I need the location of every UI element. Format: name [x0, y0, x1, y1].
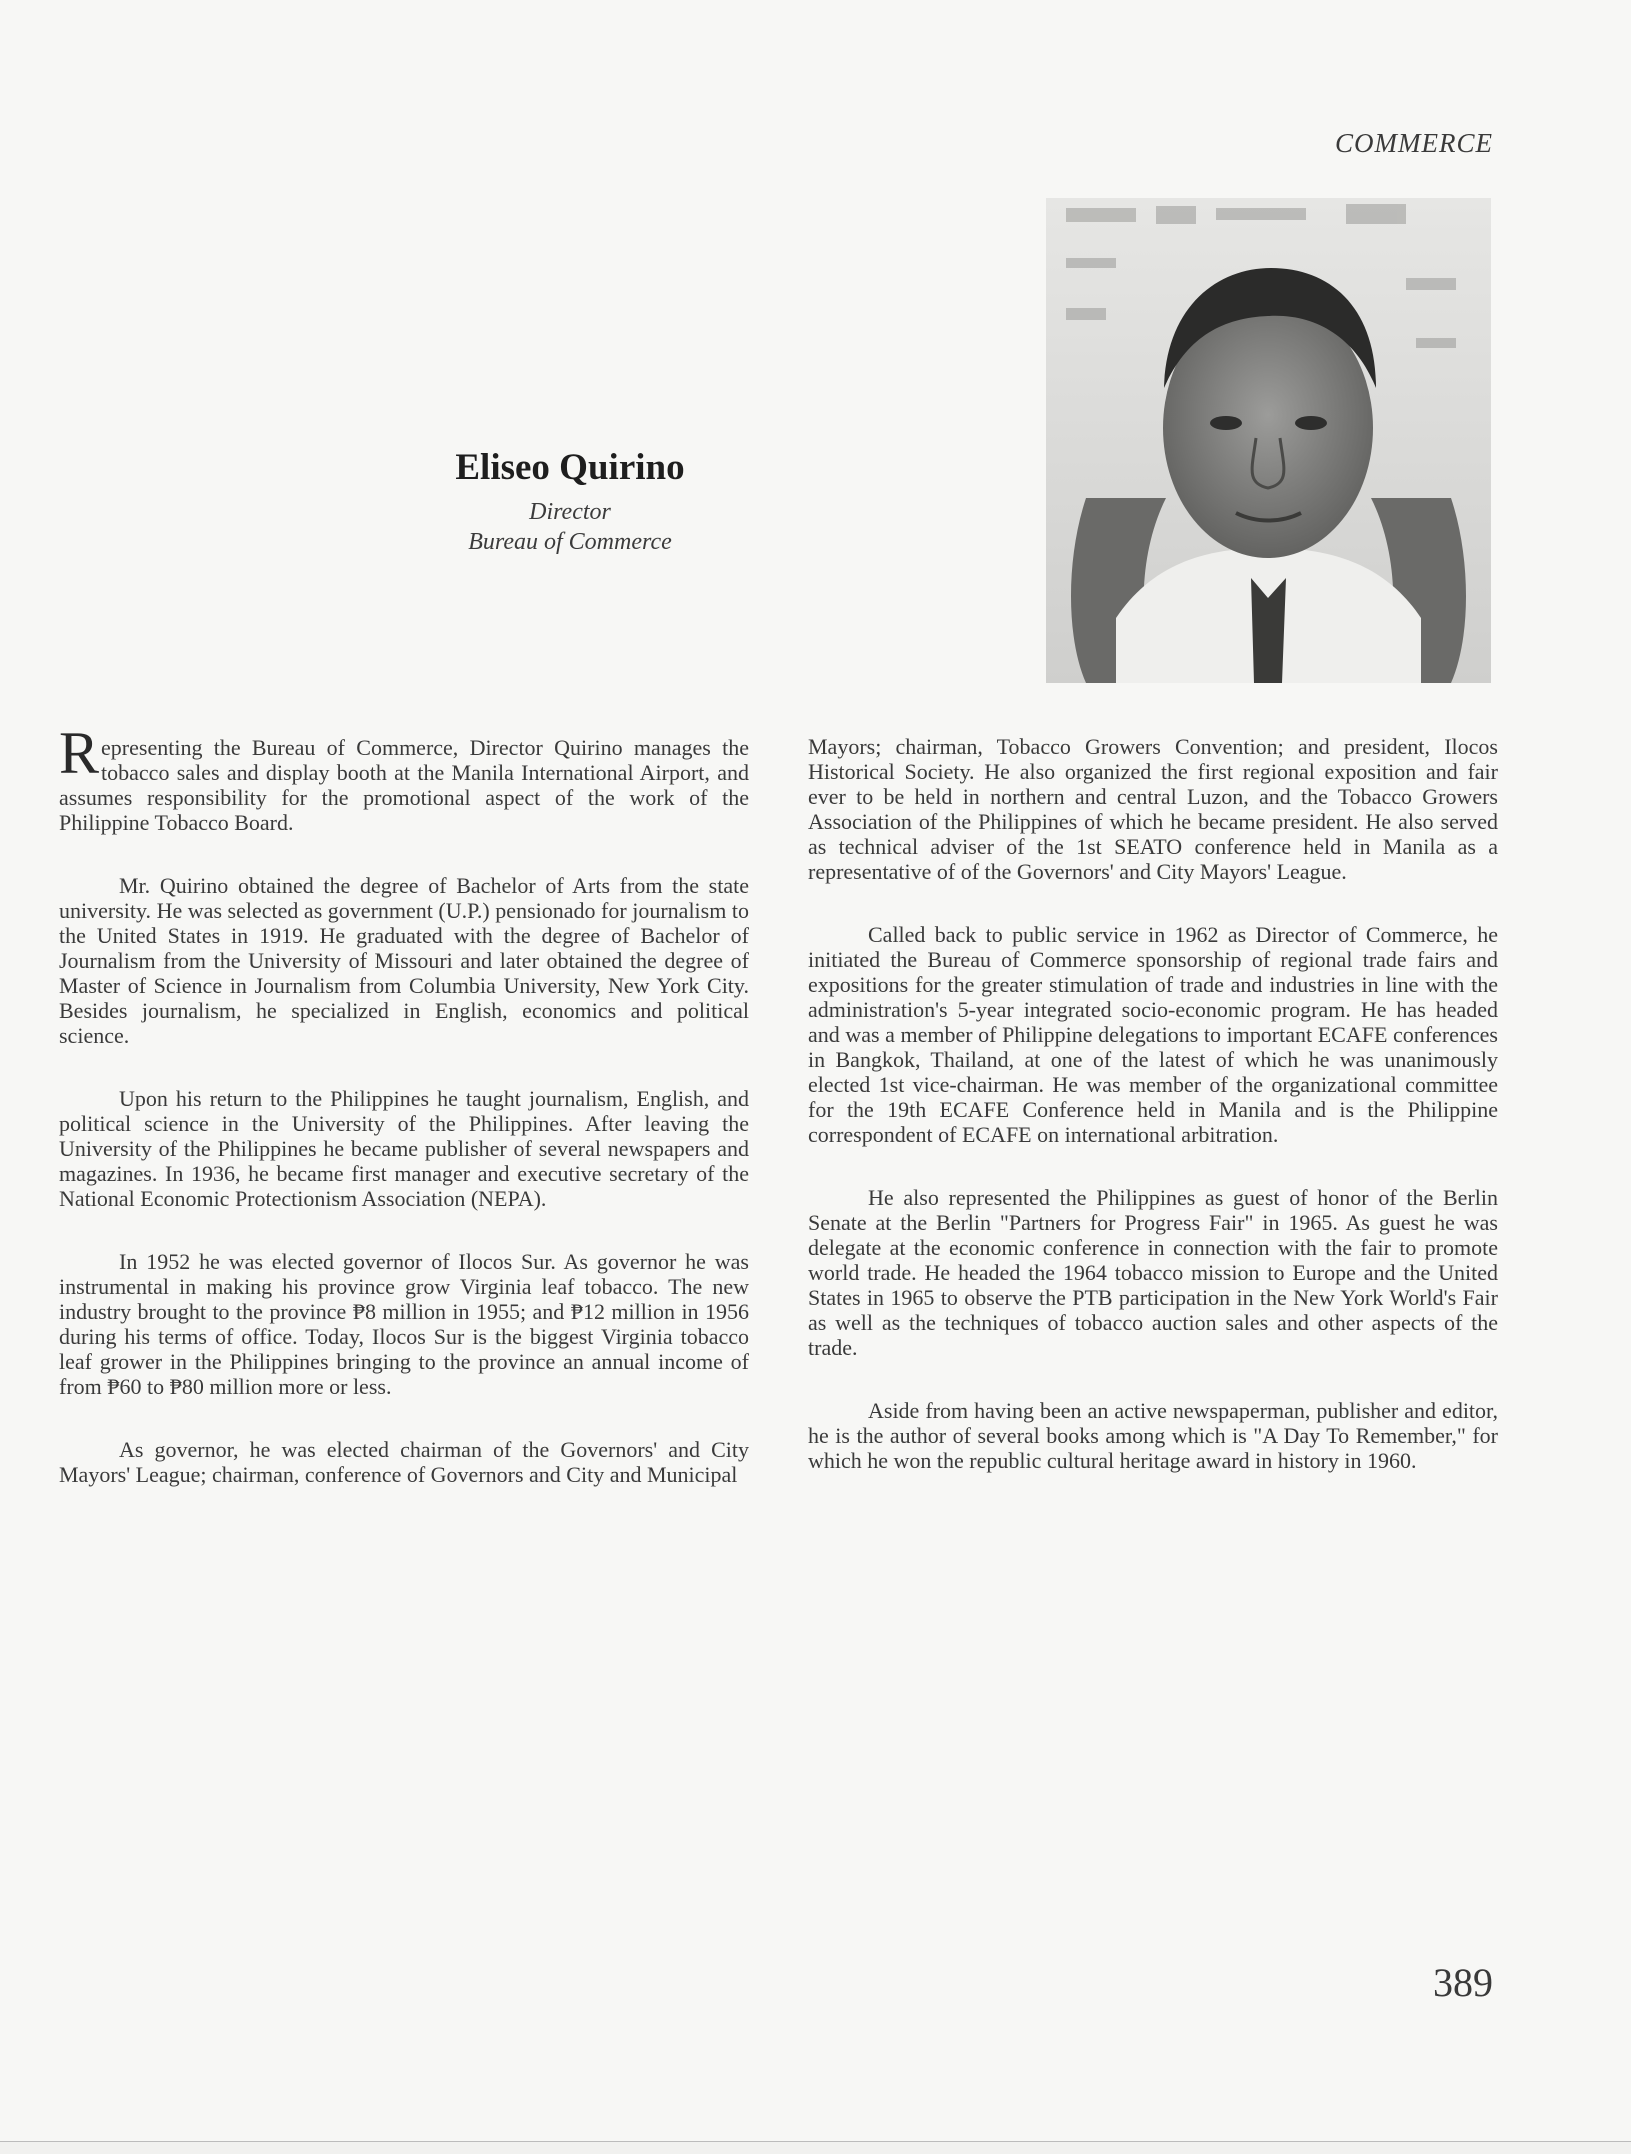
article-paragraph: He also represented the Philippines as guest of honor of the Berlin Senate at the Berlin "Partners for Progress Fair" in 1965. As guest he was delegate at the economic conference in connection with the fair to promote world trade. He headed the 1964 tobacco mission to Europe and the United States in 1965 to observe the PTB participation in the New York World's Fair as well as the techniques of tobacco auction sales and other aspects of the trade. — [808, 1185, 1498, 1360]
drop-cap: R — [59, 720, 100, 786]
article-paragraph: Upon his return to the Philippines he taught journalism, English, and political science in the University of the Philippines. After leaving the University of the Philippines he became publisher of several newspapers and magazines. In 1936, he became first manager and executive secretary of the National Economic Protectionism Association (NEPA). — [59, 1086, 749, 1211]
profile-heading — [370, 446, 770, 557]
person-organization: Bureau of Commerce — [468, 529, 672, 555]
article-paragraph: As governor, he was elected chairman of the Governors' and City Mayors' League; chairman, conference of Governors and City and Municipal — [59, 1437, 749, 1487]
portrait-photo — [1046, 198, 1491, 683]
article-paragraph: Mr. Quirino obtained the degree of Bachelor of Arts from the state university. He was selected as government (U.P.) pensionado for journalism to the United States in 1919. He graduated with the degree of Bachelor of Journalism from the University of Missouri and later obtained the degree of Master of Science in Journalism from Columbia University, New York City. Besides journalism, he specialized in English, economics and political science. — [59, 873, 749, 1048]
person-role: Director — [529, 499, 611, 525]
article-paragraph: Called back to public service in 1962 as Director of Commerce, he initiated the Bureau of Commerce sponsorship of regional trade fairs and expositions for the greater stimulation of trade and industries in line with the administration's 5-year integrated socio-economic program. He has headed and was a member of Philippine delegations to important ECAFE conferences in Bangkok, Thailand, at one of the latest of which he was unanimously elected 1st vice-chairman. He was member of the organizational committee for the 19th ECAFE Conference held in Manila and is the Philippine correspondent of ECAFE on international arbitration. — [808, 922, 1498, 1147]
scan-footer-strip — [0, 2141, 1631, 2154]
article-paragraph: Representing the Bureau of Commerce, Director Quirino manages the tobacco sales and display booth at the Manila International Airport, and assumes responsibility for the promotional aspect of the work of the Philippine Tobacco Board. — [59, 720, 749, 835]
article-column-right — [808, 734, 1498, 1511]
section-label: COMMERCE — [1335, 128, 1493, 158]
article-paragraph: Mayors; chairman, Tobacco Growers Convention; and president, Ilocos Historical Society. He also organized the first regional exposition and fair ever to be held in northern and central Luzon, and the Tobacco Growers Association of the Philippines of which he became president. He also served as technical adviser of the 1st SEATO conference held in Manila as a representative of of the Governors' and City Mayors' League. — [808, 734, 1498, 884]
article-paragraph: In 1952 he was elected governor of Ilocos Sur. As governor he was instrumental in making his province grow Virginia leaf tobacco. The new industry brought to the province ₱8 million in 1955; and ₱12 million in 1956 during his terms of office. Today, Ilocos Sur is the biggest Virginia tobacco leaf grower in the Philippines bringing to the province an annual income of from ₱60 to ₱80 million more or less. — [59, 1249, 749, 1399]
article-column-left — [59, 720, 749, 1525]
article-paragraph: Aside from having been an active newspaperman, publisher and editor, he is the author of several books among which is "A Day To Remember," for which he won the republic cultural heritage award in history in 1960. — [808, 1398, 1498, 1473]
person-name: Eliseo Quirino — [455, 447, 685, 488]
page-number: 389 — [1433, 1960, 1493, 2005]
